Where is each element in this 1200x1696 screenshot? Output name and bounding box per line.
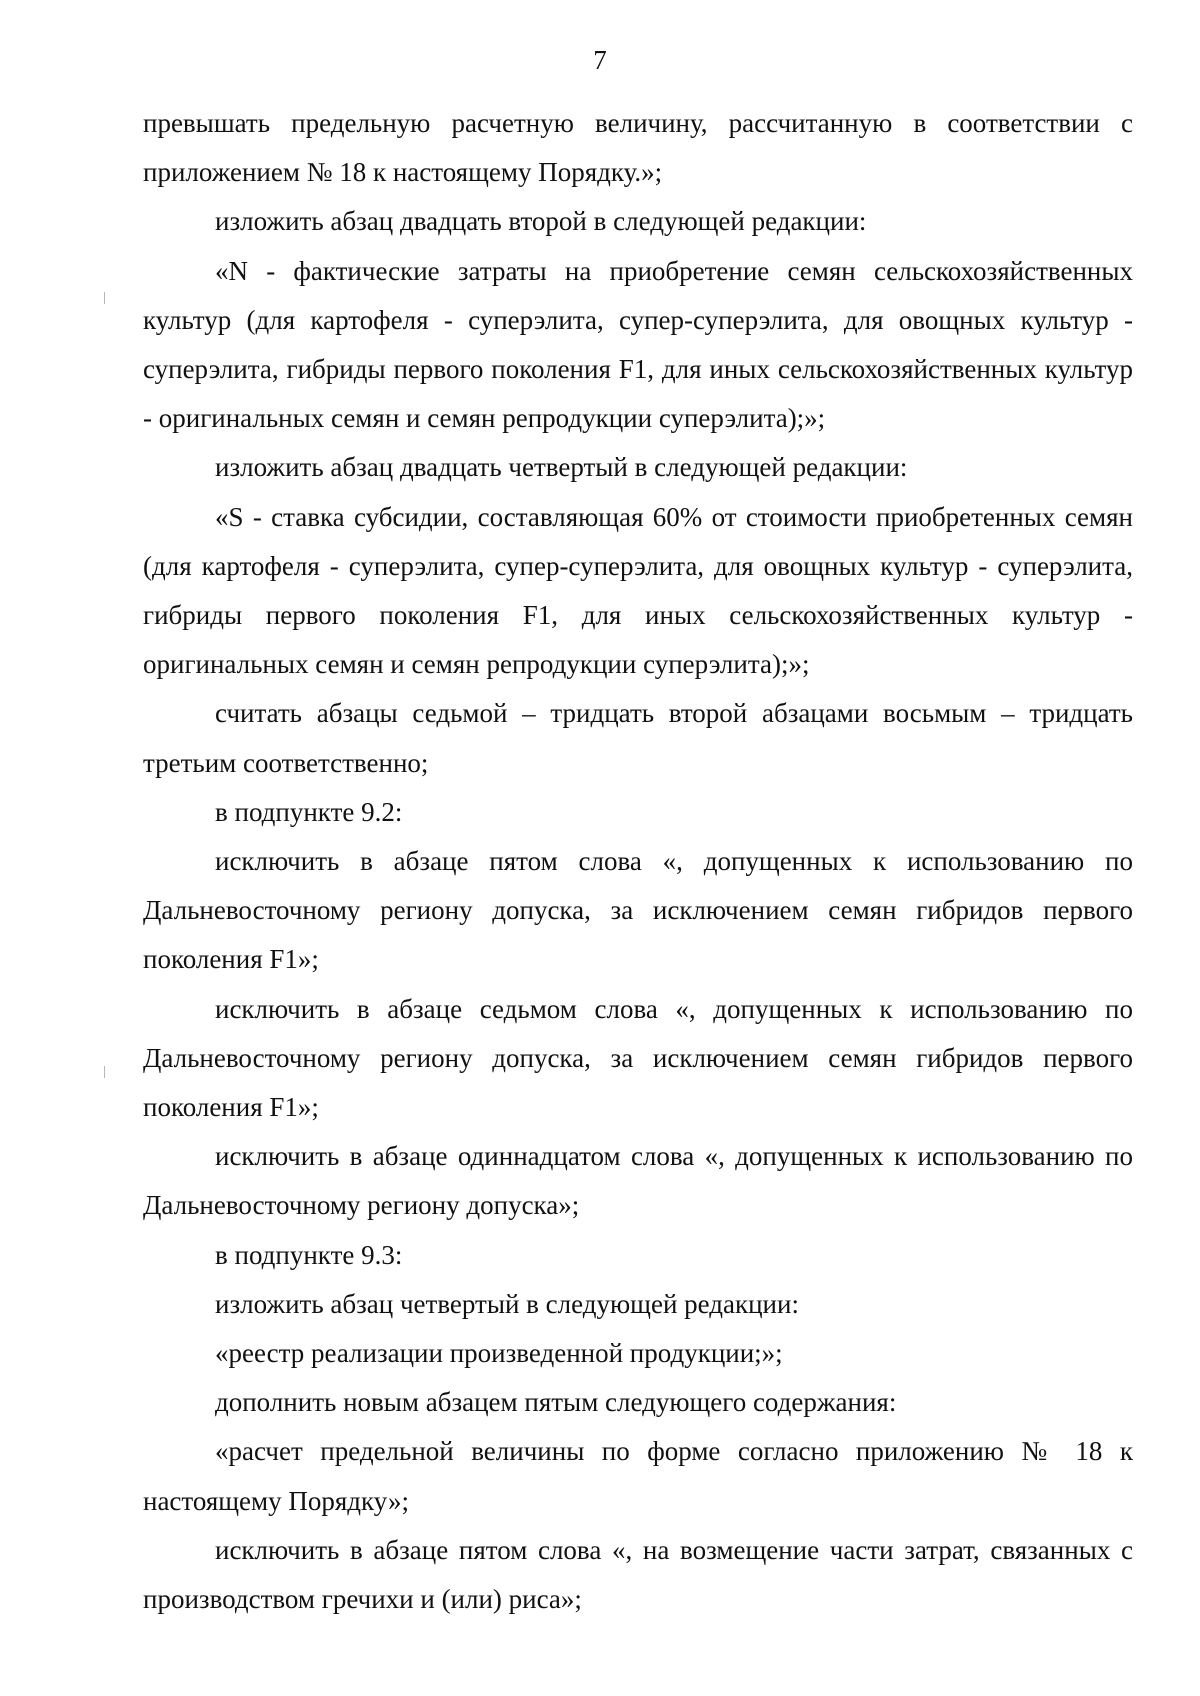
paragraph: изложить абзац двадцать четвертый в следующей редакции: <box>215 452 908 483</box>
paragraph: «расчет предельной величины по форме согласно приложению № 18 к настоящему Порядку»; <box>143 1436 1133 1516</box>
paragraph: изложить абзац двадцать второй в следующей редакции: <box>215 206 867 237</box>
paragraph: исключить в абзаце пятом слова «, допущенных к использованию по Дальневосточному региону допуска, за исключением семян гибридов первого поколения F1»; <box>143 846 1133 975</box>
paragraph: превышать предельную расчетную величину, рассчитанную в соответствии с приложением № 18 к настоящему Порядку.»; <box>143 108 1133 188</box>
paragraph: «N - фактические затраты на приобретение семян сельскохозяйственных культур (для картофеля - суперэлита, супер-суперэлита, для овощных культур - суперэлита, гибриды первого поколения F1, для иных сельскохозяйственных культур - оригинальных семян и семян репродукции суперэлита);»; <box>143 255 1133 434</box>
paragraph: изложить абзац четвертый в следующей редакции: <box>215 1288 799 1319</box>
paragraph: «реестр реализации произведенной продукции;»; <box>215 1338 783 1369</box>
paragraph: в подпункте 9.2: <box>215 796 403 827</box>
paragraph: в подпункте 9.3: <box>215 1239 403 1270</box>
paragraph: исключить в абзаце пятом слова «, на возмещение части затрат, связанных с производством гречихи и (или) риса»; <box>143 1534 1133 1615</box>
document-body <box>143 99 1133 1624</box>
paragraph: исключить в абзаце седьмом слова «, допущенных к использованию по Дальневосточному региону допуска, за исключением семян гибридов первого поколения F1»; <box>143 993 1133 1123</box>
paragraph: исключить в абзаце одиннадцатом слова «, допущенных к использованию по Дальневосточному региону допуска»; <box>143 1141 1133 1221</box>
scan-artifact-mark <box>104 292 105 304</box>
scan-artifact-mark <box>104 1066 105 1078</box>
paragraph: дополнить новым абзацем пятым следующего содержания: <box>215 1387 897 1418</box>
paragraph: считать абзацы седьмой – тридцать второй абзацами восьмым – тридцать третьим соответственно; <box>143 698 1133 778</box>
page-number: 7 <box>593 45 607 75</box>
paragraph: «S - ставка субсидии, составляющая 60% от стоимости приобретенных семян (для картофеля - суперэлита, супер-суперэлита, для овощных культур - суперэлита, гибриды первого поколения F1, для иных сельскохозяйственных культур - оригинальных семян и семян репродукции суперэлита);»; <box>143 501 1133 680</box>
